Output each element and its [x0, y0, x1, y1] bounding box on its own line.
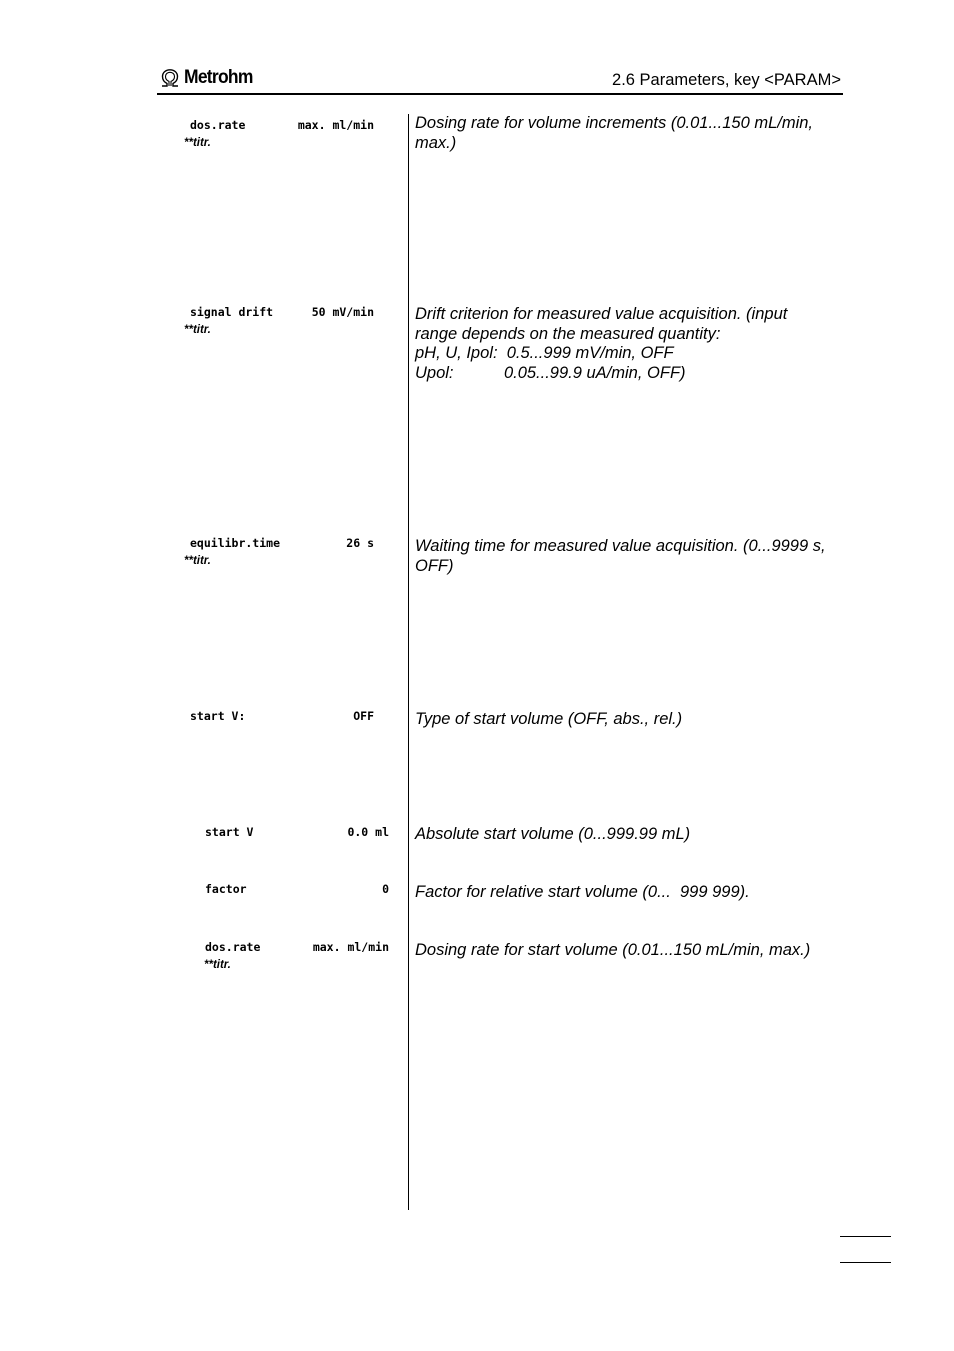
param-name: start V	[205, 825, 254, 839]
param-value: 0	[382, 882, 389, 896]
param-description: Factor for relative start volume (0... 999 999).	[415, 883, 750, 901]
param-value: OFF	[353, 709, 374, 723]
param-description: Drift criterion for measured value acquisition. (input range depends on the measured quantity: pH, U, Ipol: 0.5...999 mV/min, OFF Upol: 0.05...99.9 uA/min, OFF)	[415, 305, 788, 382]
param-description: Dosing rate for volume increments (0.01...150 mL/min, max.)	[415, 114, 814, 152]
param-name: signal drift	[190, 305, 274, 319]
param-name: dos.rate	[190, 118, 246, 132]
param-value: max. ml/min	[312, 940, 389, 954]
param-value: max. ml/min	[297, 118, 374, 132]
param-name: equilibr.time	[190, 536, 281, 550]
metrohm-logo	[159, 67, 259, 89]
param-name: factor	[205, 882, 247, 896]
param-value: 50 mV/min	[311, 305, 374, 319]
param-value: 0.0 ml	[347, 825, 389, 839]
param-subtitle: **titr.	[184, 324, 211, 336]
param-description: Absolute start volume (0...999.99 mL)	[415, 825, 691, 843]
param-name: start V:	[190, 709, 246, 723]
column-divider	[408, 114, 409, 1210]
param-description: Type of start volume (OFF, abs., rel.)	[415, 710, 683, 728]
footer-rule-bottom	[840, 1262, 891, 1263]
page-header	[157, 64, 843, 94]
param-value: 26 s	[346, 536, 374, 550]
logo-text: Metrohm	[184, 67, 253, 88]
param-subtitle: **titr.	[184, 555, 211, 567]
omega-icon	[159, 68, 181, 88]
param-subtitle: **titr.	[204, 959, 231, 971]
param-subtitle: **titr.	[184, 137, 211, 149]
param-name: dos.rate	[205, 940, 261, 954]
footer-rule-top	[840, 1236, 891, 1237]
header-rule	[157, 93, 843, 95]
param-description: Dosing rate for start volume (0.01...150 mL/min, max.)	[415, 941, 811, 959]
section-title: 2.6 Parameters, key <PARAM>	[612, 71, 841, 89]
param-description: Waiting time for measured value acquisition. (0...9999 s, OFF)	[415, 537, 826, 575]
